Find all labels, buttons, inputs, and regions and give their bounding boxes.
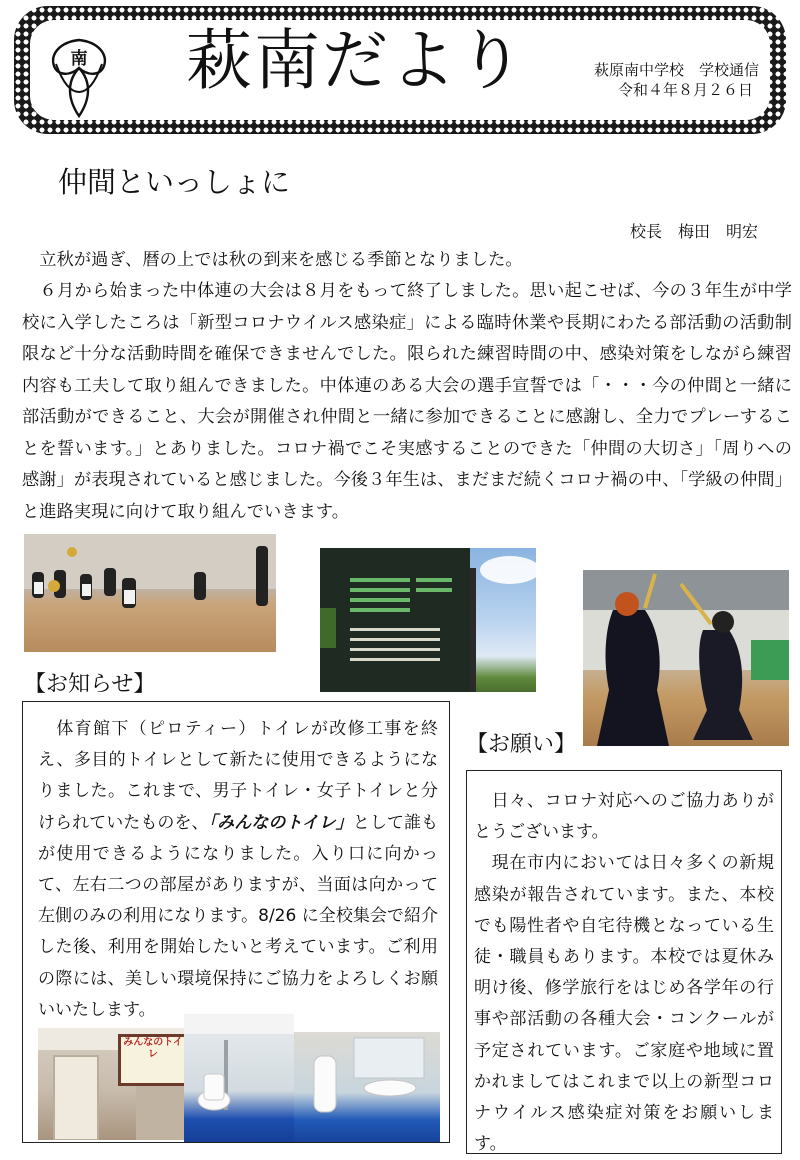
- article-author: 校長 梅田 明宏: [630, 222, 759, 241]
- scoreboard-photo: [320, 548, 536, 692]
- notice-section-label: 【お知らせ】: [24, 672, 156, 697]
- notice-text-after: として誰もが使用できるようになりました。入り口に向かって、左右二つの部屋がありますが、当面は向かって左側のみの利用になります。8/26 に全校集会で紹介した後、利用を開始したいと考えています。ご利用の際には、美しい環境保持にご協力をよろしくお願いいたします。: [38, 812, 439, 1020]
- multipurpose-toilet-photo: [184, 1014, 294, 1142]
- notice-text-before: 体育館下（ピロティー）トイレが改修工事を終え、多目的トイレとして新たに使用できるようになりました。これまで、男子トイレ・女子トイレと分けられていたものを、: [38, 719, 438, 833]
- article-paragraph-2: ６月から始まった中体連の大会は８月をもって終了しました。思い起こせば、今の３年生が中学校に入学したころは「新型コロナウイルス感染症」による臨時休業や長期にわたる部活動の活動制限など十分な活動時間を確保できませんでした。限られた練習時間の中、感染対策をしながら練習内容も工夫して取り組んできました。中体連のある大会の選手宣誓では「・・・今の仲間と一緒に部活動ができること、大会が開催され仲間と一緒に参加できることに感謝し、全力でプレーすることを誓います。」とありました。コロナ禍でこそ実感することのできた「仲間の大切さ」「周りへの感謝」が表現されていると感じました。今後３年生は、まだまだ続くコロナ禍の中、「学級の仲間」と進路実現に向けて取り組んでいきます。: [22, 281, 792, 522]
- minna-no-toilet-poster: みんなのトイレ: [118, 1034, 188, 1086]
- school-emblem-icon: [46, 36, 112, 120]
- request-paragraph-2: 現在市内においては日々多くの新規感染が報告されています。また、本校でも陽性者や自宅待機となっている生徒・職員もあります。本校では夏休み明け後、修学旅行をはじめ各学年の行事や部活動の各種大会・コンクールが予定されています。ご家庭や地域に置かれましてはこれまで以上の新型コロナウイルス感染症対策をお願いします。: [474, 853, 774, 1155]
- request-text: [474, 786, 774, 1160]
- article-paragraph-1: 立秋が過ぎ、暦の上では秋の到来を感じる季節となりました。: [22, 250, 523, 270]
- request-section-label: 【お願い】: [466, 732, 577, 757]
- issue-date: 令和４年８月２６日: [618, 81, 754, 99]
- publication-info: [594, 60, 759, 100]
- article-title: 仲間といっしょに: [58, 165, 291, 199]
- notice-emphasis: 「みんなのトイレ」: [208, 812, 353, 833]
- notice-text: [38, 714, 438, 1026]
- school-name: 萩原南中学校 学校通信: [594, 61, 760, 79]
- kendo-match-photo: [583, 570, 789, 746]
- emblem-char: 南: [70, 49, 88, 69]
- newsletter-title: 萩南だより: [186, 22, 526, 99]
- urinal-sink-photo: [294, 1032, 440, 1142]
- request-paragraph-1: 日々、コロナ対応へのご協力ありがとうございます。: [474, 791, 774, 843]
- band-concert-photo: [24, 534, 276, 652]
